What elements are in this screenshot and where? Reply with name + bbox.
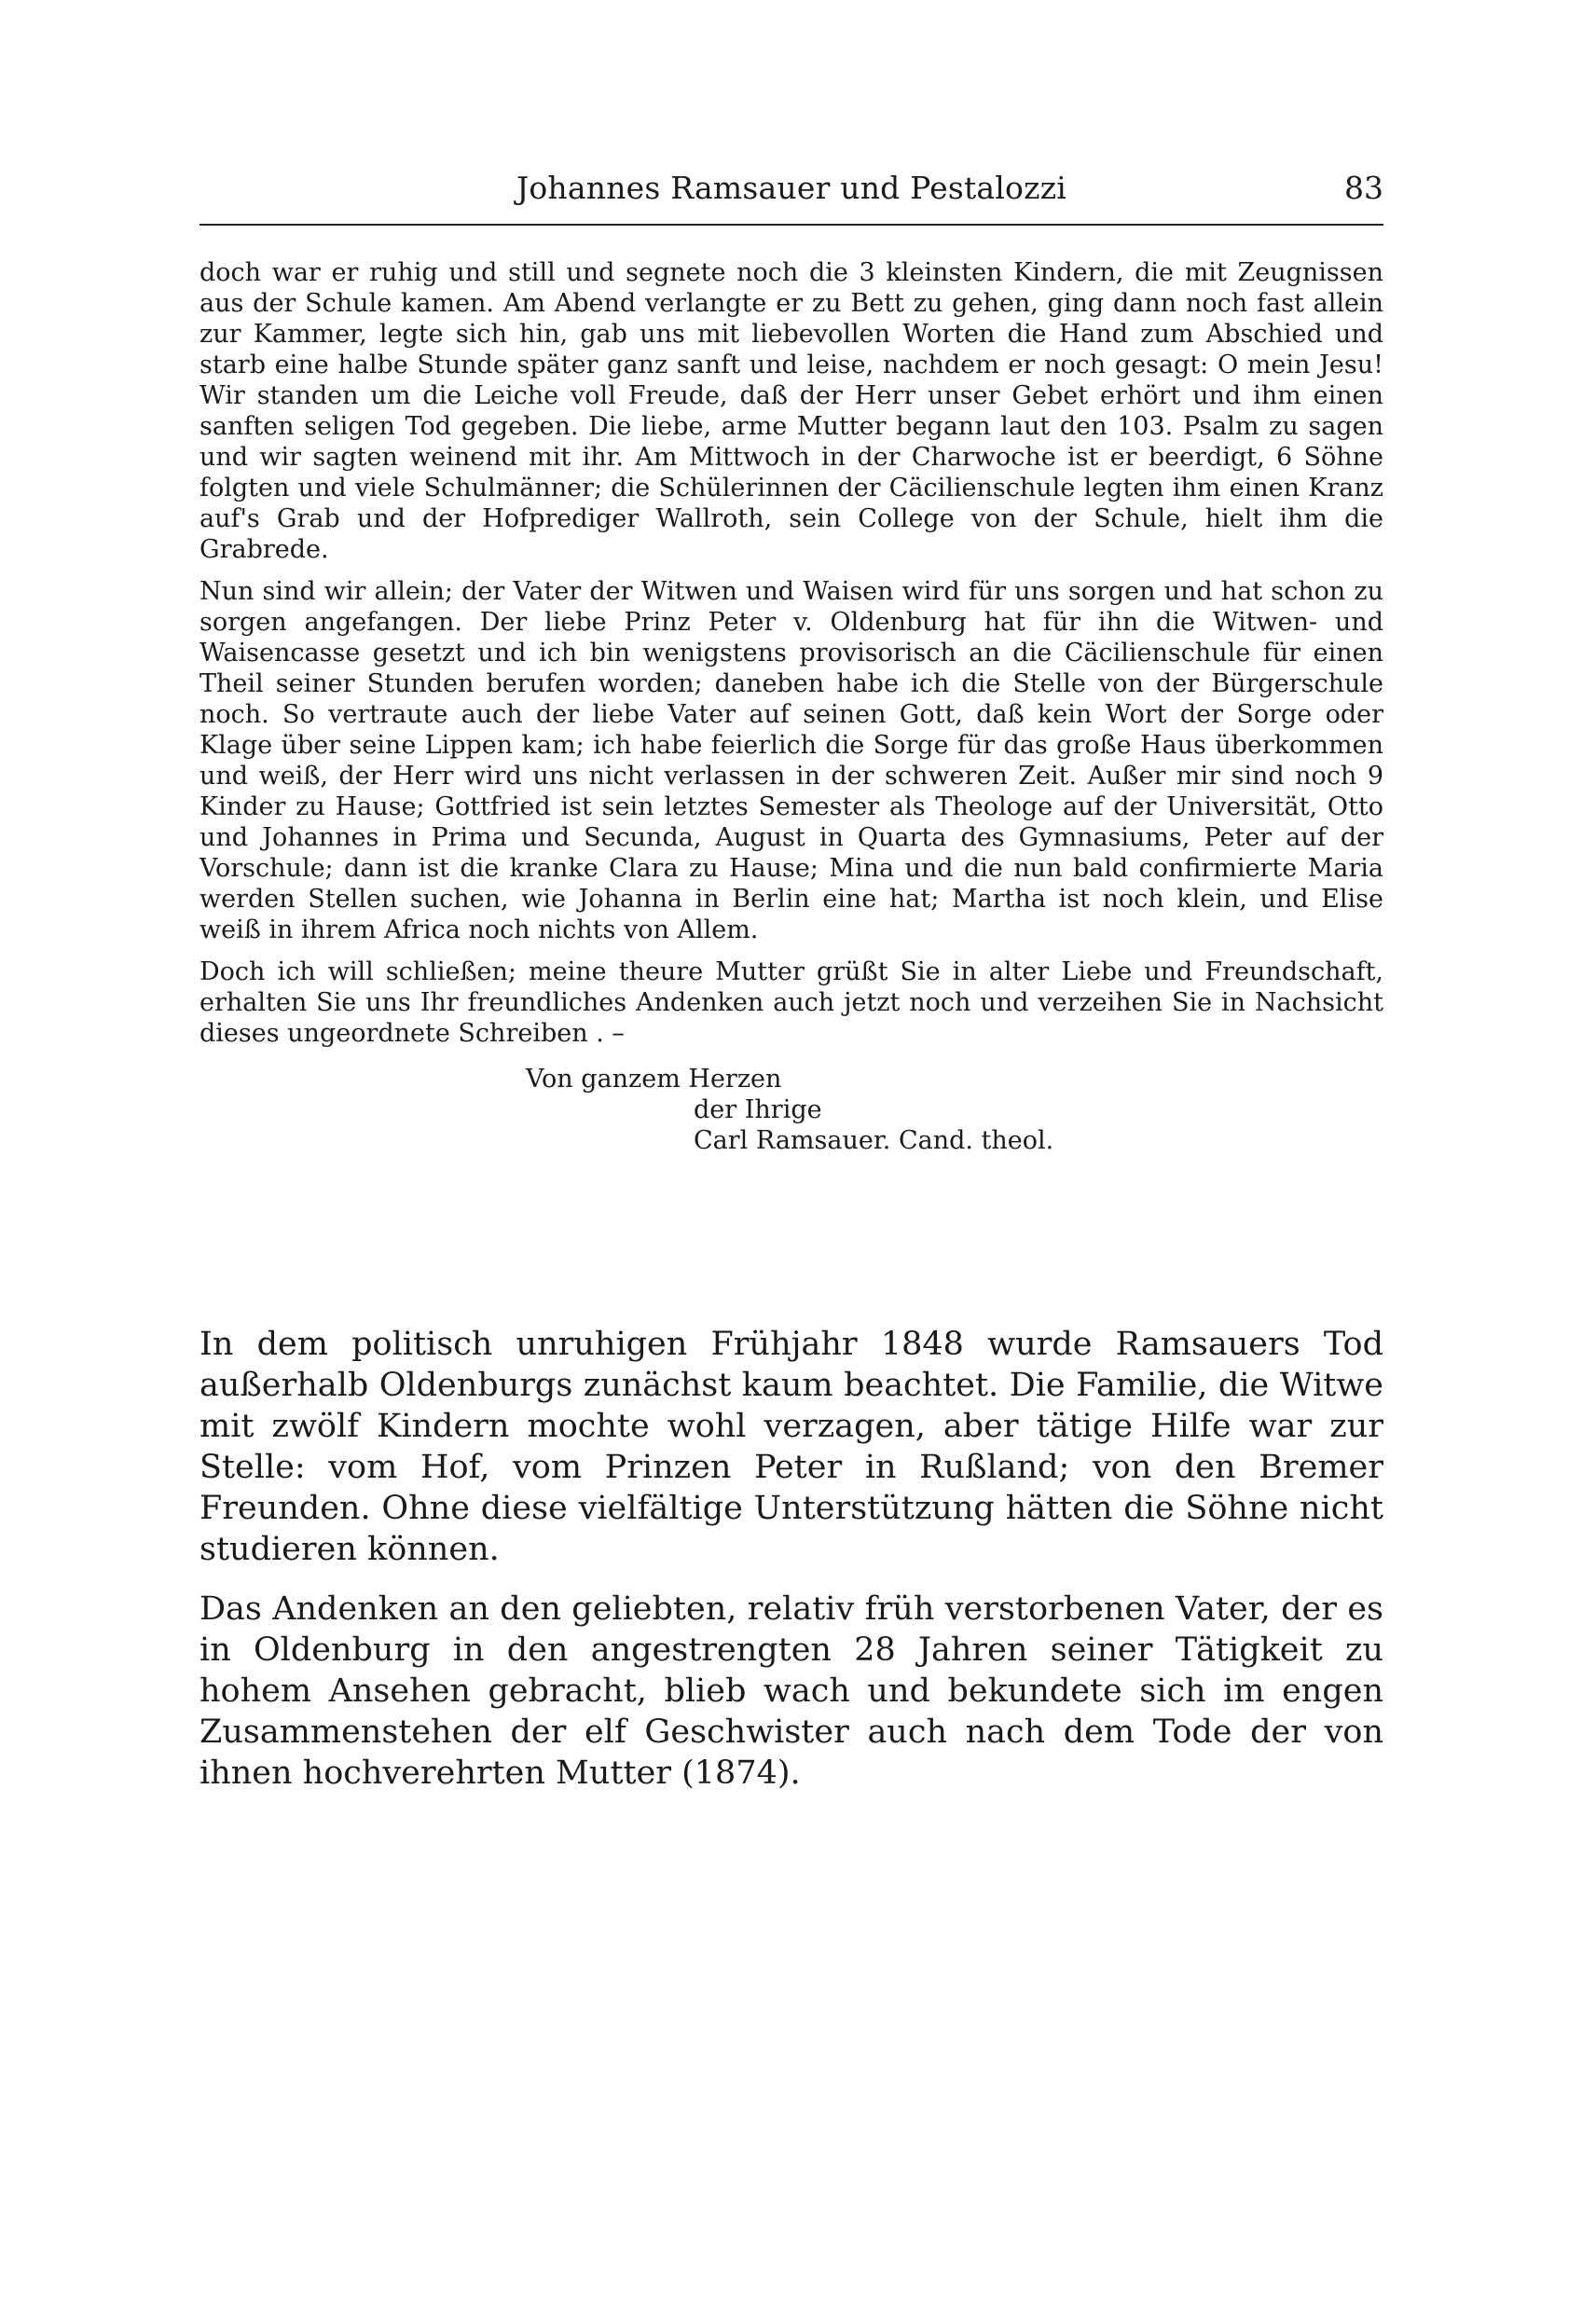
letter-signature: Carl Ramsauer. Cand. theol.	[694, 1126, 1054, 1155]
letter-closing	[200, 1064, 1383, 1156]
page-number: 83	[1344, 170, 1383, 206]
body-text	[200, 1324, 1383, 1812]
body-paragraph: Das Andenken an den geliebten, relativ früh verstorbenen Vater, der es in Oldenburg in den angestrengten 28 Jahren seiner Tätigkeit zu hohem Ansehen gebracht, blieb wach und bekundete sich im engen Zusammenstehen der elf Geschwister auch nach dem Tode der von ihnen hochverehrten Mutter (1874).	[200, 1590, 1383, 1792]
letter-paragraph: doch war er ruhig und still und segnete noch die 3 kleinsten Kindern, die mit Zeugnissen aus der Schule kamen. Am Abend verlangte er zu Bett zu gehen, ging dann noch fast allein zur Kammer, legte sich hin, gab uns mit liebevollen Worten die Hand zum Abschied und starb eine halbe Stunde später ganz sanft und leise, nachdem er noch gesagt: O mein Jesu! Wir standen um die Leiche voll Freude, daß der Herr unser Gebet erhört und ihm einen sanften seligen Tod gegeben. Die liebe, arme Mutter begann laut den 103. Psalm zu sagen und wir sagten weinend mit ihr. Am Mittwoch in der Charwoche ist er beerdigt, 6 Söhne folgten und viele Schulmänner; die Schülerinnen der Cäcilienschule legten ihm einen Kranz auf's Grab und der Hofprediger Wallroth, sein College von der Schule, hielt ihm die Grabrede.	[200, 258, 1383, 564]
letter-paragraph: Doch ich will schließen; meine theure Mutter grüßt Sie in alter Liebe und Freundschaft, erhalten Sie uns Ihr freundliches Andenken auch jetzt noch und verzeihen Sie in Nachsicht dieses ungeordnete Schreiben . –	[200, 957, 1383, 1048]
letter-paragraph: Nun sind wir allein; der Vater der Witwen und Waisen wird für uns sorgen und hat schon zu sorgen angefangen. Der liebe Prinz Peter v. Oldenburg hat für ihn die Witwen- und Waisencasse gesetzt und ich bin wenigstens provisorisch an die Cäcilienschule für einen Theil seiner Stunden berufen worden; daneben habe ich die Stelle von der Bürgerschule noch. So vertraute auch der liebe Vater auf seinen Gott, daß kein Wort der Sorge oder Klage über seine Lippen kam; ich habe feierlich die Sorge für das große Haus überkommen und weiß, der Herr wird uns nicht verlassen in der schweren Zeit. Außer mir sind noch 9 Kinder zu Hause; Gottfried ist sein letztes Semester als Theologe auf der Universität, Otto und Johannes in Prima und Secunda, August in Quarta des Gymnasiums, Peter auf der Vorschule; dann ist die kranke Clara zu Hause; Mina und die nun bald confirmierte Maria werden Stellen suchen, wie Johanna in Berlin eine hat; Martha ist noch klein, und Elise weiß in ihrem Africa noch nichts von Allem.	[200, 577, 1383, 944]
header-rule	[200, 224, 1383, 226]
closing-salutation: Von ganzem Herzen	[526, 1065, 782, 1094]
letter-excerpt	[200, 257, 1383, 1156]
body-paragraph: In dem politisch unruhigen Frühjahr 1848 wurde Ramsauers Tod außerhalb Oldenburgs zunächst kaum beachtet. Die Familie, die Witwe mit zwölf Kindern mochte wohl verzagen, aber tätige Hilfe war zur Stelle: vom Hof, vom Prinzen Peter in Rußland; von den Bremer Freunden. Ohne diese vielfältige Unterstützung hätten die Söhne nicht studieren können.	[200, 1326, 1383, 1568]
closing-formula: der Ihrige	[694, 1095, 822, 1124]
running-head	[200, 164, 1383, 220]
running-title: Johannes Ramsauer und Pestalozzi	[516, 170, 1067, 206]
